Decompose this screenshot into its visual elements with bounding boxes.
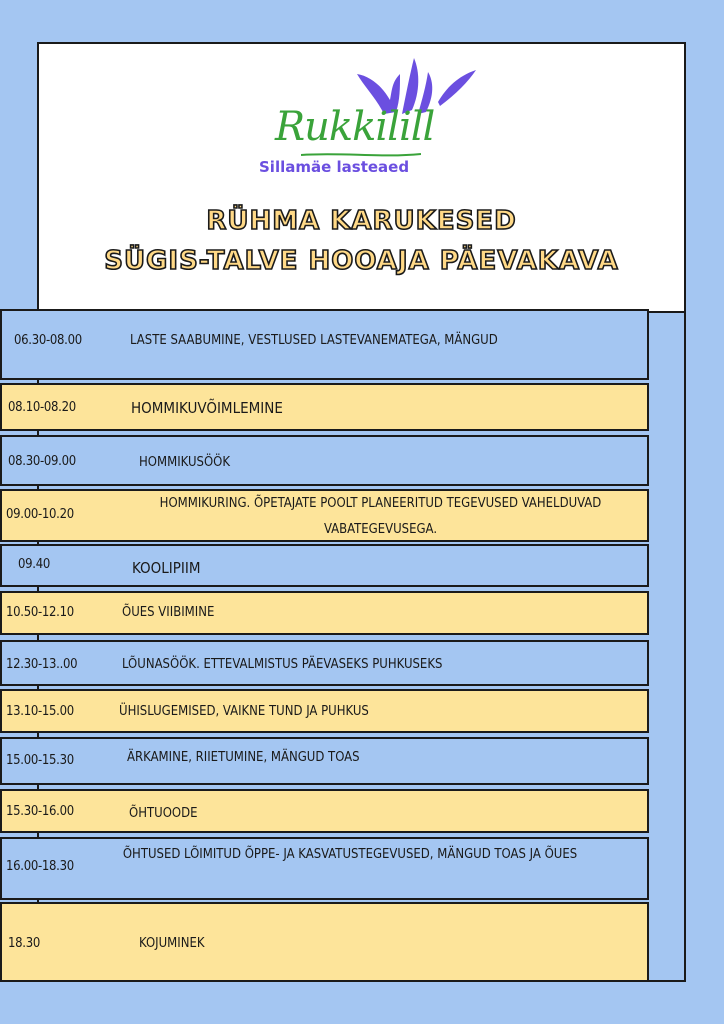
row-time: 12.30-13..00 [6, 657, 78, 672]
logo-subtitle: Sillamäe lasteaed [259, 158, 410, 176]
schedule-row [0, 689, 649, 733]
schedule-row [0, 837, 649, 900]
row-time: 13.10-15.00 [6, 704, 74, 719]
schedule-row [0, 591, 649, 635]
row-time: 08.30-09.00 [8, 454, 76, 469]
row-time: 16.00-18.30 [6, 859, 74, 874]
row-activity: HOMMIKUSÖÖK [139, 455, 231, 470]
schedule-row [0, 789, 649, 833]
title-line-1: RÜHMA KARUKESED [206, 206, 517, 236]
row-activity: HOMMIKUVÕIMLEMINE [131, 399, 283, 417]
row-time: 09.00-10.20 [6, 507, 74, 522]
row-activity: ÕHTUOODE [129, 806, 198, 821]
row-activity: ÕHTUSED LÕIMITUD ÕPPE- JA KASVATUSTEGEVUSED, MÄNGUD TOAS JA ÕUES [122, 847, 578, 862]
row-time: 15.00-15.30 [6, 753, 74, 768]
title-line-2: SÜGIS-TALVE HOOAJA PÄEVAKAVA [104, 246, 619, 276]
row-time: 15.30-16.00 [6, 804, 74, 819]
row-activity: ÜHISLUGEMISED, VAIKNE TUND JA PUHKUS [119, 704, 369, 719]
row-time: 10.50-12.10 [6, 605, 74, 620]
row-time: 18.30 [8, 936, 40, 951]
row-activity: LASTE SAABUMINE, VESTLUSED LASTEVANEMATEGA, MÄNGUD [130, 333, 498, 348]
header [39, 44, 684, 313]
schedule-row [0, 383, 649, 431]
row-time: 08.10-08.20 [8, 400, 76, 415]
row-activity: LÕUNASÖÖK. ETTEVALMISTUS PÄEVASEKS PUHKUSEKS [122, 657, 443, 672]
schedule-row [0, 489, 649, 542]
schedule-row [0, 309, 649, 380]
row-activity: ÕUES VIIBIMINE [122, 605, 215, 620]
row-activity: HOMMIKURING. ÕPETAJATE POOLT PLANEERITUD TEGEVUSED VAHELDUVAD VABATEGEVUSEGA. [159, 496, 602, 537]
logo-name: Rukkilill [275, 104, 435, 150]
row-activity: KOJUMINEK [139, 936, 205, 951]
row-time: 09.40 [18, 557, 50, 572]
schedule-row [0, 435, 649, 486]
row-activity: KOOLIPIIM [132, 559, 201, 577]
row-activity: ÄRKAMINE, RIIETUMINE, MÄNGUD TOAS [127, 750, 360, 765]
row-time: 06.30-08.00 [14, 333, 82, 348]
schedule-row [0, 902, 649, 982]
schedule-row [0, 640, 649, 686]
schedule-row [0, 544, 649, 587]
schedule-row [0, 737, 649, 785]
